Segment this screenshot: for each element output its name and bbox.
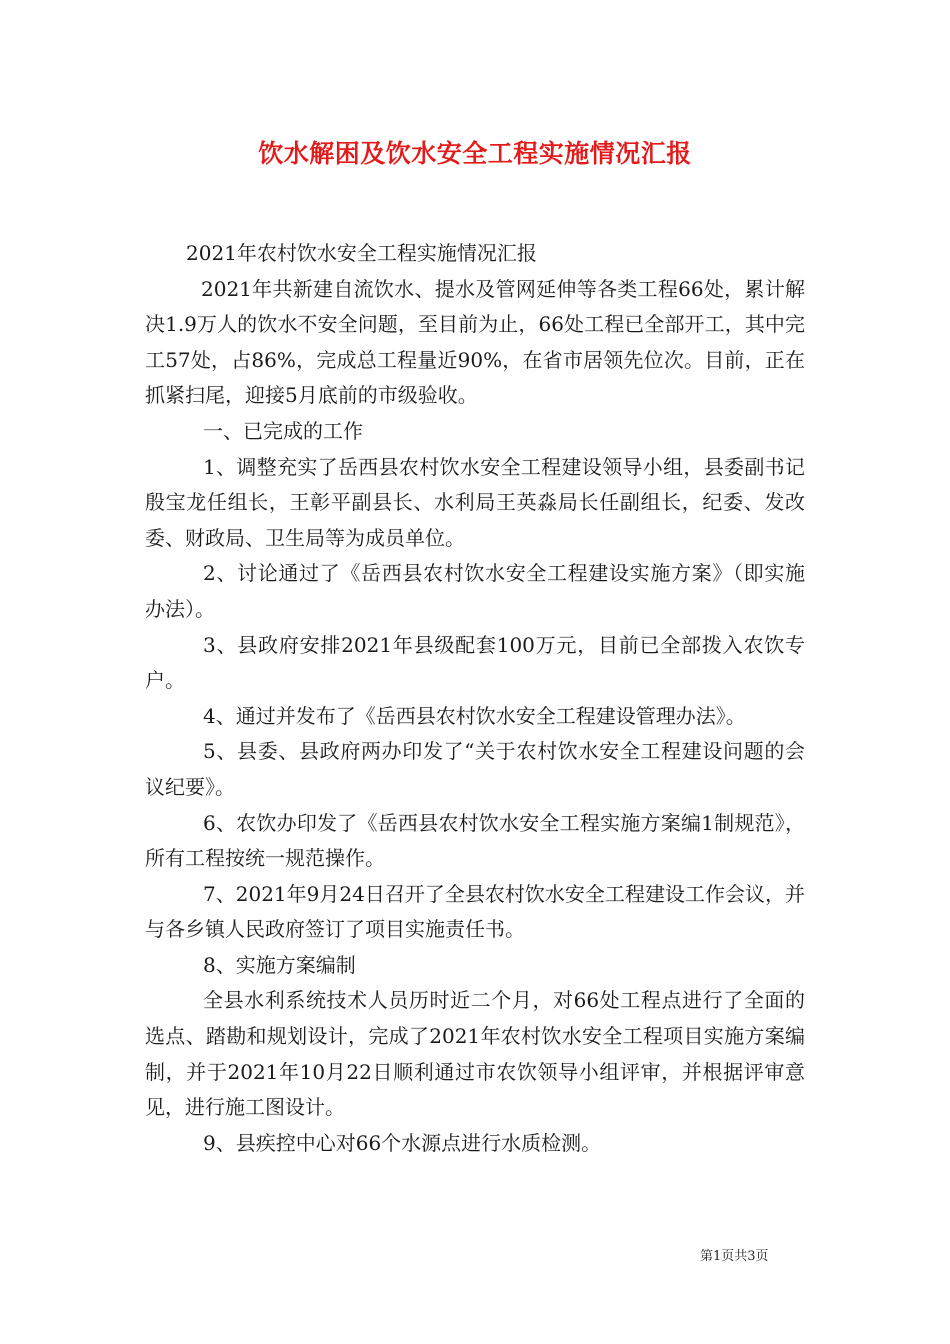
section-heading-completed-work: 一、已完成的工作 [203, 418, 363, 443]
paragraph-item-7: 7、2021年9月24日召开了全县农村饮水安全工程建设工作会议，并与各乡镇人民政府签订了项目实施责任书。 [145, 881, 805, 942]
paragraph-item-5: 5、县委、县政府两办印发了“关于农村饮水安全工程建设问题的会议纪要》。 [145, 739, 805, 799]
paragraph-summary: 2021年共新建自流饮水、提水及管网延伸等各类工程66处，累计解决1.9万人的饮水不安全问题，至目前为止，66处工程已全部开工，其中完工57处，占86%，完成总工程量近90%，在省市居领先位次。目前，正在抓紧扫尾，迎接5月底前的市级验收。 [145, 276, 805, 408]
paragraph-heading: 2021年农村饮水安全工程实施情况汇报 [186, 241, 537, 265]
paragraph-item-9: 9、县疾控中心对66个水源点进行水质检测。 [203, 1130, 602, 1155]
paragraph-item-3: 3、县政府安排2021年县级配套100万元，目前已全部拨入农饮专户。 [145, 632, 805, 693]
document-body [145, 236, 805, 1161]
paragraph-item-4: 4、通过并发布了《岳西县农村饮水安全工程建设管理办法》。 [203, 703, 746, 728]
paragraph-item-6: 6、农饮办印发了《岳西县农村饮水安全工程实施方案编1制规范》，所有工程按统一规范操作。 [145, 810, 805, 871]
paragraph-item-8-detail: 全县水利系统技术人员历时近二个月，对66处工程点进行了全面的选点、踏勘和规划设计，完成了2021年农村饮水安全工程项目实施方案编制，并于2021年10月22日顺利通过市农饮领导小组评审，并根据评审意见，进行施工图设计。 [145, 988, 805, 1120]
paragraph-item-1: 1、调整充实了岳西县农村饮水安全工程建设领导小组，县委副书记殷宝龙任组长，王彰平副县长、水利局王英淼局长任副组长，纪委、发改委、财政局、卫生局等为成员单位。 [145, 454, 805, 550]
page-number: 第1页共3页 [700, 1249, 769, 1264]
document-title: 饮水解困及饮水安全工程实施情况汇报 [258, 139, 692, 168]
paragraph-item-2: 2、讨论通过了《岳西县农村饮水安全工程建设实施方案》（即实施办法）。 [145, 561, 805, 621]
paragraph-item-8: 8、实施方案编制 [203, 952, 356, 977]
